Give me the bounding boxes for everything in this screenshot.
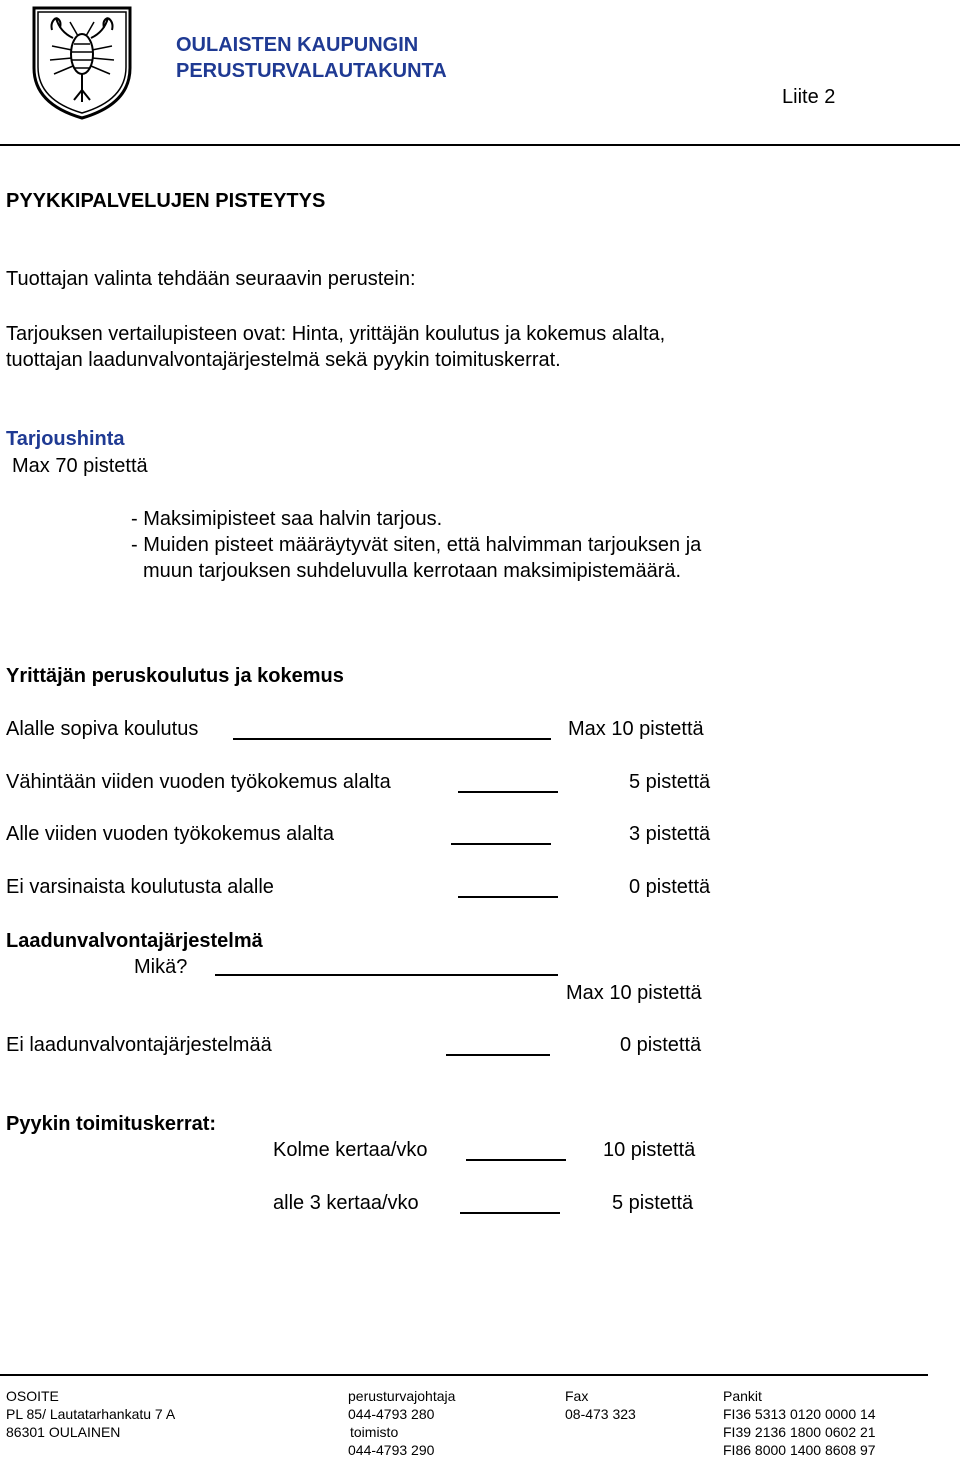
footer-bank-account: FI36 5313 0120 0000 14 — [723, 1406, 876, 1422]
education-heading: Yrittäjän peruskoulutus ja kokemus — [6, 665, 344, 687]
price-max-points: Max 70 pistettä — [12, 455, 148, 477]
footer-bank-account: FI39 2136 1800 0602 21 — [723, 1424, 876, 1440]
footer-fax-number: 08-473 323 — [565, 1406, 636, 1422]
organization-name: OULAISTEN KAUPUNGIN — [176, 34, 419, 56]
attachment-label: Liite 2 — [782, 86, 836, 108]
footer-address-city: 86301 OULAINEN — [6, 1424, 121, 1440]
answer-blank[interactable] — [451, 843, 551, 845]
criteria-text-line1: Tarjouksen vertailupisteen ovat: Hinta, yrittäjän koulutus ja kokemus alalta, — [6, 323, 666, 345]
footer-office-phone: 044-4793 290 — [348, 1442, 435, 1458]
answer-blank[interactable] — [233, 738, 551, 740]
price-rule-2-line2: muun tarjouksen suhdeluvulla kerrotaan maksimipistemäärä. — [143, 560, 682, 582]
answer-blank[interactable] — [446, 1054, 550, 1056]
delivery-row-label: alle 3 kertaa/vko — [273, 1192, 419, 1214]
criteria-text-line2: tuottajan laadunvalvontajärjestelmä sekä pyykin toimituskerrat. — [6, 349, 561, 371]
footer-divider — [0, 1374, 928, 1376]
footer-address-street: PL 85/ Lautatarhankatu 7 A — [6, 1406, 176, 1422]
education-row-label: Alle viiden vuoden työkokemus alalta — [6, 823, 334, 845]
committee-name: PERUSTURVALAUTAKUNTA — [176, 60, 447, 82]
footer-bank-account: FI86 8000 1400 8608 97 — [723, 1442, 876, 1458]
footer-address-heading: OSOITE — [6, 1388, 59, 1404]
intro-text: Tuottajan valinta tehdään seuraavin perustein: — [6, 268, 416, 290]
answer-blank[interactable] — [458, 791, 558, 793]
delivery-heading: Pyykin toimituskerrat: — [6, 1113, 217, 1135]
delivery-row-label: Kolme kertaa/vko — [273, 1139, 428, 1161]
price-heading: Tarjoushinta — [6, 428, 125, 450]
education-row-label: Alalle sopiva koulutus — [6, 718, 199, 740]
header-divider — [0, 144, 960, 146]
footer-director-heading: perusturvajohtaja — [348, 1388, 456, 1404]
quality-max-points: Max 10 pistettä — [566, 982, 702, 1004]
footer-office-heading: toimisto — [350, 1424, 399, 1440]
quality-heading: Laadunvalvontajärjestelmä — [6, 930, 263, 952]
quality-none-points: 0 pistettä — [620, 1034, 702, 1056]
education-row-points: 3 pistettä — [629, 823, 711, 845]
answer-blank[interactable] — [460, 1212, 560, 1214]
crayfish-coat-of-arms-icon — [30, 4, 134, 127]
education-row-points: Max 10 pistettä — [568, 718, 704, 740]
answer-blank[interactable] — [466, 1159, 566, 1161]
answer-blank[interactable] — [458, 896, 558, 898]
answer-blank[interactable] — [215, 974, 558, 976]
quality-question: Mikä? — [134, 956, 188, 978]
education-row-label: Vähintään viiden vuoden työkokemus alalta — [6, 771, 391, 793]
education-row-label: Ei varsinaista koulutusta alalle — [6, 876, 274, 898]
footer-banks-heading: Pankit — [723, 1388, 762, 1404]
delivery-row-points: 5 pistettä — [612, 1192, 694, 1214]
quality-none-label: Ei laadunvalvontajärjestelmää — [6, 1034, 272, 1056]
education-row-points: 5 pistettä — [629, 771, 711, 793]
education-row-points: 0 pistettä — [629, 876, 711, 898]
footer-fax-heading: Fax — [565, 1388, 589, 1404]
price-rule-1: - Maksimipisteet saa halvin tarjous. — [131, 508, 443, 530]
document-title: PYYKKIPALVELUJEN PISTEYTYS — [6, 190, 326, 212]
footer-director-phone: 044-4793 280 — [348, 1406, 435, 1422]
delivery-row-points: 10 pistettä — [603, 1139, 696, 1161]
price-rule-2-line1: - Muiden pisteet määräytyvät siten, että halvimman tarjouksen ja — [131, 534, 702, 556]
